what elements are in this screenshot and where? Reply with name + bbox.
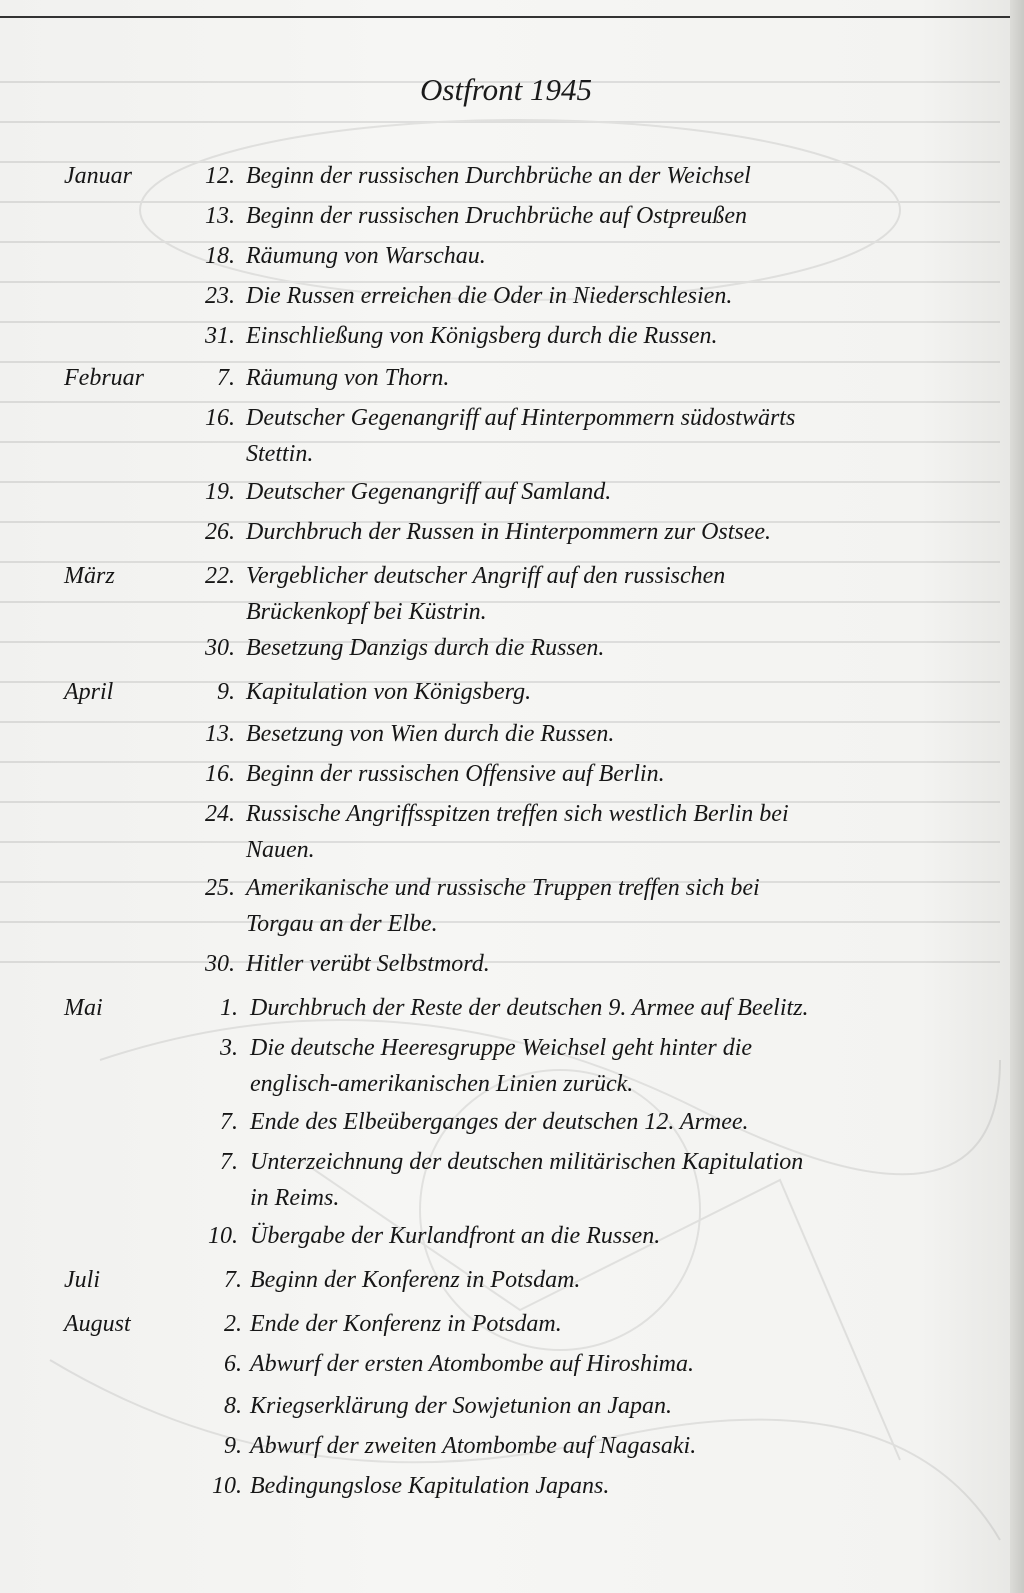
event-text: Räumung von Thorn. (246, 365, 450, 391)
event-text: Besetzung Danzigs durch die Russen. (246, 635, 605, 661)
event-text-continued: Stettin. (246, 441, 314, 467)
day-number: 10. (212, 1473, 242, 1499)
day-number: 24. (205, 801, 235, 827)
event-text: Beginn der russischen Druchbrüche auf Ostpreußen (246, 203, 748, 229)
event-text: Amerikanische und russische Truppen treffen sich bei (246, 875, 760, 901)
month-label: April (64, 679, 114, 705)
page-edge (1010, 0, 1024, 1593)
event-text: Deutscher Gegenangriff auf Hinterpommern südostwärts (246, 405, 796, 431)
event-text: Beginn der russischen Durchbrüche an der Weichsel (246, 163, 751, 189)
event-text: Bedingungslose Kapitulation Japans. (250, 1473, 610, 1499)
event-text: Vergeblicher deutscher Angriff auf den russischen (246, 563, 726, 589)
day-number: 16. (205, 405, 235, 431)
event-text: Durchbruch der Reste der deutschen 9. Armee auf Beelitz. (250, 995, 809, 1021)
month-label: März (64, 563, 115, 589)
event-text: Deutscher Gegenangriff auf Samland. (246, 479, 612, 505)
day-number: 19. (205, 479, 235, 505)
month-label: Februar (64, 365, 144, 391)
event-text: Beginn der russischen Offensive auf Berlin. (246, 761, 665, 787)
event-text: Unterzeichnung der deutschen militärischen Kapitulation (250, 1149, 804, 1175)
event-text: Ende der Konferenz in Potsdam. (250, 1311, 562, 1337)
day-number: 6. (224, 1351, 242, 1377)
day-number: 13. (205, 203, 235, 229)
day-number: 7. (224, 1267, 242, 1293)
day-number: 3. (220, 1035, 238, 1061)
event-text-continued: Nauen. (246, 837, 315, 863)
day-number: 18. (205, 243, 235, 269)
event-text: Ende des Elbeüberganges der deutschen 12. Armee. (250, 1109, 749, 1135)
event-text: Übergabe der Kurlandfront an die Russen. (250, 1223, 661, 1249)
day-number: 30. (205, 635, 235, 661)
day-number: 7. (217, 365, 235, 391)
day-number: 7. (220, 1149, 238, 1175)
event-text: Russische Angriffsspitzen treffen sich westlich Berlin bei (246, 801, 789, 827)
event-text: Durchbruch der Russen in Hinterpommern zur Ostsee. (246, 519, 772, 545)
day-number: 26. (205, 519, 235, 545)
day-number: 2. (224, 1311, 242, 1337)
month-label: Januar (64, 163, 132, 189)
top-rule (0, 16, 1012, 18)
event-text: Räumung von Warschau. (246, 243, 486, 269)
event-text-continued: englisch-amerikanischen Linien zurück. (250, 1071, 634, 1097)
day-number: 22. (205, 563, 235, 589)
day-number: 10. (208, 1223, 238, 1249)
event-text: Abwurf der zweiten Atombombe auf Nagasaki. (250, 1433, 697, 1459)
event-text-continued: Brückenkopf bei Küstrin. (246, 599, 487, 625)
month-label: Juli (64, 1267, 100, 1293)
event-text: Die deutsche Heeresgruppe Weichsel geht hinter die (250, 1035, 753, 1061)
day-number: 1. (220, 995, 238, 1021)
month-label: Mai (64, 995, 103, 1021)
day-number: 16. (205, 761, 235, 787)
event-text: Einschließung von Königsberg durch die Russen. (246, 323, 718, 349)
day-number: 23. (205, 283, 235, 309)
event-text: Die Russen erreichen die Oder in Niederschlesien. (246, 283, 733, 309)
event-text: Beginn der Konferenz in Potsdam. (250, 1267, 581, 1293)
event-text: Abwurf der ersten Atombombe auf Hiroshima. (250, 1351, 694, 1377)
day-number: 8. (224, 1393, 242, 1419)
event-text-continued: in Reims. (250, 1185, 340, 1211)
event-text: Hitler verübt Selbstmord. (246, 951, 490, 977)
day-number: 31. (205, 323, 235, 349)
day-number: 12. (205, 163, 235, 189)
event-text: Kriegserklärung der Sowjetunion an Japan. (250, 1393, 672, 1419)
day-number: 13. (205, 721, 235, 747)
day-number: 25. (205, 875, 235, 901)
day-number: 7. (220, 1109, 238, 1135)
day-number: 30. (205, 951, 235, 977)
page-title: Ostfront 1945 (420, 72, 592, 107)
event-text: Besetzung von Wien durch die Russen. (246, 721, 615, 747)
day-number: 9. (217, 679, 235, 705)
event-text: Kapitulation von Königsberg. (246, 679, 532, 705)
day-number: 9. (224, 1433, 242, 1459)
month-label: August (64, 1311, 131, 1337)
event-text-continued: Torgau an der Elbe. (246, 911, 438, 937)
